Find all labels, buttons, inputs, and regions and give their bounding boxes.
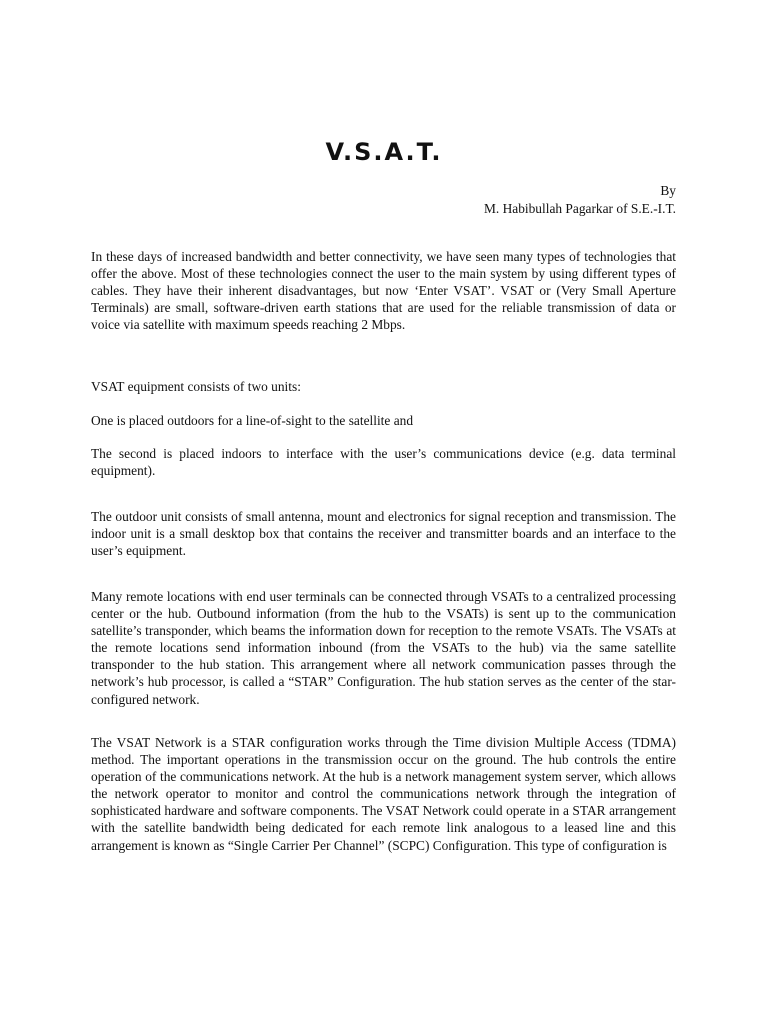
paragraph-tdma-network: The VSAT Network is a STAR configuration works through the Time division Multiple Access (TDMA) method. The important operations in the transmission occur on the ground. The hub controls the entire operation of the communications network. At the hub is a network management system server, which allows the network operator to monitor and control the communications network through the integration of sophisticated hardware and software components. The VSAT Network could operate in a STAR arrangement with the satellite bandwidth being dedicated for each remote link analogous to a leased line and this arrangement is known as “Single Carrier Per Channel” (SCPC) Configuration. This type of configuration is [91,735,676,853]
paragraph-outdoor-indoor-description: The outdoor unit consists of small antenna, mount and electronics for signal reception and transmission. The indoor unit is a small desktop box that contains the receiver and transmitter boards and an interface to the user’s equipment. [91,509,676,559]
byline-by: By [660,183,676,198]
byline-author: M. Habibullah Pagarkar of S.E.-I.T. [483,201,676,216]
paragraph-intro: In these days of increased bandwidth and better connectivity, we have seen many types of technologies that offer the above. Most of these technologies connect the user to the main system by using different types of cables. They have their inherent disadvantages, but now ‘Enter VSAT’. VSAT or (Very Small Aperture Terminals) are small, software-driven earth stations that are used for the reliable transmission of data or voice via satellite with maximum speeds reaching 2 Mbps. [91,249,676,333]
paragraph-equipment-units: VSAT equipment consists of two units: [91,379,301,394]
document-title: V.S.A.T. [325,138,443,166]
paragraph-star-configuration: Many remote locations with end user terminals can be connected through VSATs to a centralized processing center or the hub. Outbound information (from the hub to the VSATs) is sent up to the communication satellite’s transponder, which beams the information down for reception to the remote VSATs. The VSATs at the remote locations send information inbound (from the VSATs to the hub) via the same satellite transponder to the hub station. This arrangement where all network communication passes through the network’s hub processor, is called a “STAR” Configuration. The hub station serves as the center of the star-configured network. [91,589,676,707]
byline [484,182,676,218]
paragraph-outdoor-unit-line: One is placed outdoors for a line-of-sight to the satellite and [91,413,414,428]
paragraph-indoor-unit-line: The second is placed indoors to interface with the user’s communications device (e.g. data terminal equipment). [91,446,676,479]
